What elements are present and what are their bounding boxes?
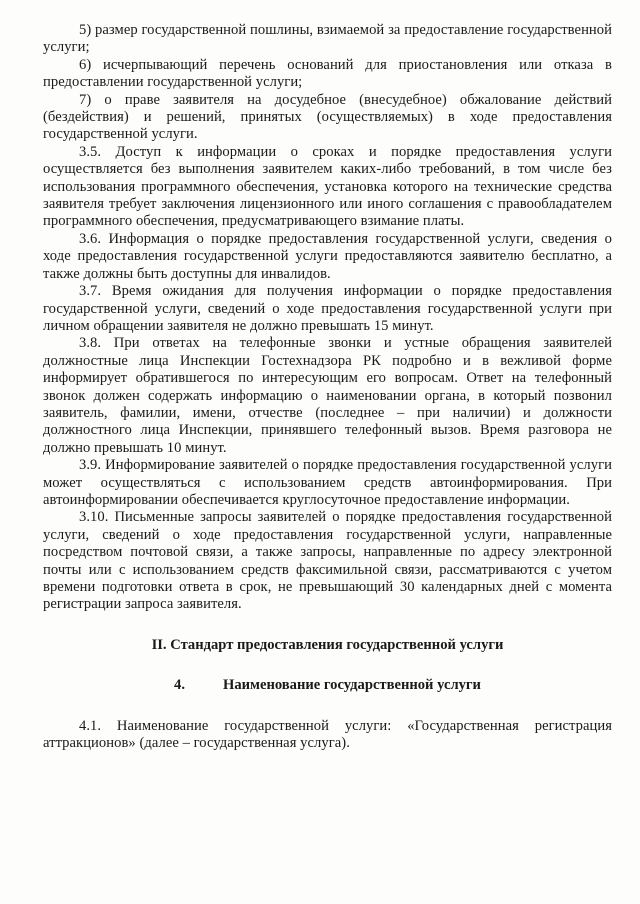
paragraph-item-6: 6) исчерпывающий перечень оснований для приостановления или отказа в предоставлении государственной услуги;	[43, 56, 612, 91]
paragraph-3-6: 3.6. Информация о порядке предоставления государственной услуги, сведения о ходе предоставления государственной услуги предоставляются заявителю бесплатно, а также должны быть доступны для инвалидов.	[43, 230, 612, 282]
paragraph-3-9: 3.9. Информирование заявителей о порядке предоставления государственной услуги может осуществляться с использованием средств автоинформирования. При автоинформировании обеспечивается круглосуточное предоставление информации.	[43, 457, 612, 508]
subsection-title: Наименование государственной услуги	[222, 677, 481, 694]
paragraph-3-5: 3.5. Доступ к информации о сроках и порядке предоставления услуги осуществляется без выполнения заявителем каких-либо требований, в том числе без использования программного обеспечения, установка которого на технические средства заявителя требует заключения лицензионного или иного соглашения с правообладателем программного обеспечения, предусматривающего взимание платы.	[43, 143, 612, 230]
paragraph-item-7: 7) о праве заявителя на досудебное (внесудебное) обжалование действий (бездействия) и решений, принятых (осуществляемых) в ходе предоставления государственной услуги.	[43, 91, 612, 143]
subsection-number: 4.	[174, 677, 185, 694]
paragraph-3-10: 3.10. Письменные запросы заявителей о порядке предоставления государственной услуги, сведений о ходе предоставления государственной услуги, направленные посредством почтовой связи, а также запросы, направленные по адресу электронной почты или с использованием средств факсимильной связи, рассматриваются с учетом времени подготовки ответа в срок, не превышающий 30 календарных дней с момента регистрации запроса заявителя.	[43, 509, 612, 613]
paragraph-3-8: 3.8. При ответах на телефонные звонки и устные обращения заявителей должностные лица Инспекции Гостехнадзора РК подробно и в вежливой форме информирует обратившегося по интересующим его вопросам. Ответ на телефонный звонок должен содержать информацию о наименовании органа, в который позвонил заявитель, фамилии, имени, отчестве (последнее – при наличии) и должности должностного лица Инспекции, принявшего телефонный вызов. Время разговора не должно превышать 10 минут.	[43, 335, 612, 456]
paragraph-3-7: 3.7. Время ожидания для получения информации о порядке предоставления государственной услуги, сведений о ходе предоставления государственной услуги при личном обращении заявителя не должно превышать 15 минут.	[43, 283, 612, 334]
paragraph-item-5: 5) размер государственной пошлины, взимаемой за предоставление государственной услуги;	[43, 22, 612, 56]
section-heading: II. Стандарт предоставления государственной услуги	[151, 636, 504, 653]
paragraph-4-1: 4.1. Наименование государственной услуги: «Государственная регистрация аттракционов» (далее – государственная услуга).	[43, 717, 612, 752]
subsection-heading	[43, 677, 612, 694]
